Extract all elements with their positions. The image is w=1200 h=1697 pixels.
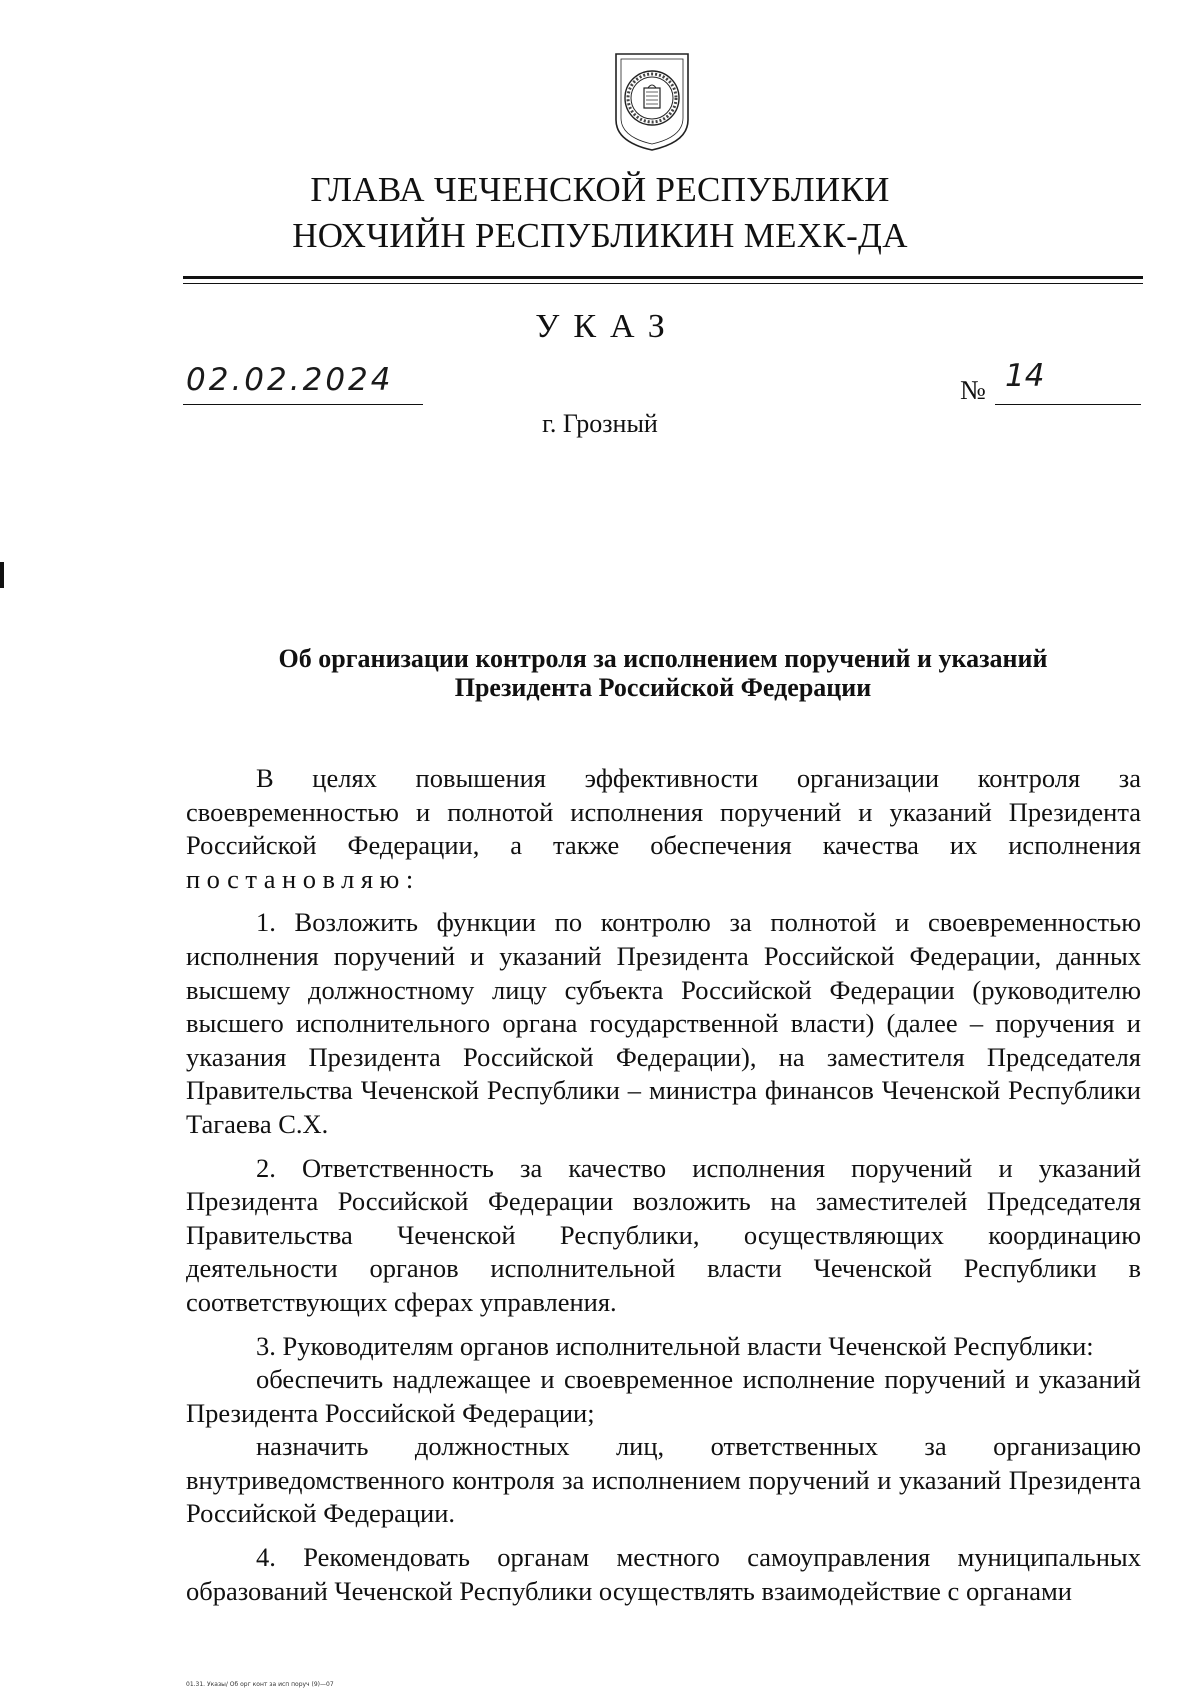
paragraph-4: 4. Рекомендовать органам местного самоуправления муниципальных образований Чеченской Республики осуществлять взаимодействие с органами	[186, 1542, 1141, 1606]
document-body	[186, 762, 1141, 1608]
paragraph-3b: назначить должностных лиц, ответственных за организацию внутриведомственного контроля за исполнением поручений и указаний Президента Российской Федерации.	[186, 1431, 1141, 1529]
footer-file-reference: 01.31. Указы/ Об орг конт за исп поруч (9)—07	[186, 1681, 334, 1688]
preamble-paragraph	[186, 762, 1141, 896]
title-line-1: Об организации контроля за исполнением поручений и указаний	[278, 644, 1048, 673]
paragraph-2: 2. Ответственность за качество исполнения поручений и указаний Президента Российской Федерации возложить на заместителей Председателя Правительства Чеченской Республики, осуществляющих координацию деятельности органов исполнительной власти Чеченской Республики в соответствующих сферах управления.	[186, 1152, 1141, 1317]
number-label: №	[960, 375, 986, 405]
resolve-word: постановляю:	[186, 863, 420, 894]
coat-of-arms-emblem	[612, 50, 692, 154]
paragraph-1: 1. Возложить функции по контролю за полнотой и своевременностью исполнения поручений и указаний Президента Российской Федерации, данных высшему должностному лицу субъекта Российской Федерации (руководителю высшего исполнительного органа государственной власти) (далее – поручения и указания Президента Российской Федерации), на заместителя Председателя Правительства Чеченской Республики – министра финансов Чеченской Республики Тагаева С.Х.	[186, 907, 1141, 1139]
number-underline	[995, 404, 1141, 405]
document-title	[180, 644, 1146, 702]
scan-edge-mark	[0, 562, 4, 588]
title-line-2: Президента Российской Федерации	[454, 673, 872, 702]
paragraph-3: 3. Руководителям органов исполнительной власти Чеченской Республики:	[256, 1330, 1094, 1361]
document-type: УКАЗ	[535, 308, 679, 345]
issuer-title-chechen: НОХЧИЙН РЕСПУБЛИКИН МЕХК-ДА	[292, 216, 908, 255]
header-divider-thin	[183, 283, 1143, 284]
document-date: 02.02.2024	[186, 362, 394, 398]
date-underline	[183, 404, 423, 405]
paragraph-3a: обеспечить надлежащее и своевременное исполнение поручений и указаний Президента Российской Федерации;	[186, 1364, 1141, 1428]
document-number: 14	[1005, 358, 1045, 394]
document-city: г. Грозный	[542, 409, 658, 438]
header-divider-thick	[183, 276, 1143, 279]
preamble-text: В целях повышения эффективности организации контроля за своевременностью и полнотой исполнения поручений и указаний Президента Российской Федерации, а также обеспечения качества их исполнения	[186, 763, 1141, 861]
issuer-title-russian: ГЛАВА ЧЕЧЕНСКОЙ РЕСПУБЛИКИ	[310, 170, 890, 209]
